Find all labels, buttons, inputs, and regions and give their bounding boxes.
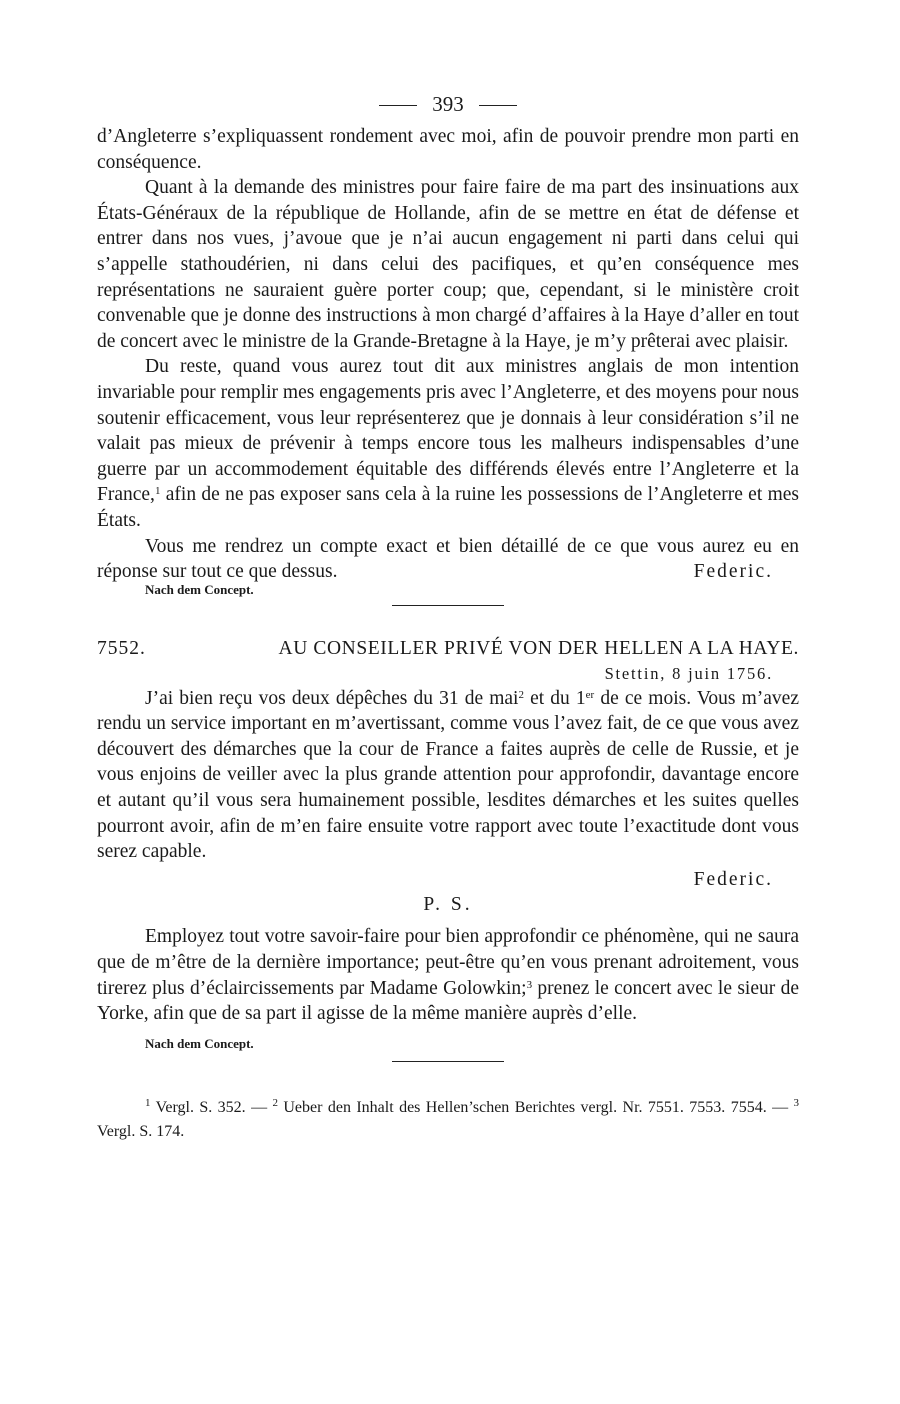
paragraph-holland: Quant à la demande des ministres pour faire faire de ma part des insinuations aux États-Généraux de la république de Hollande, afin de se mettre en état de défense et entrer dans nos vues, j’avoue que je n’ai aucun engagement ni parti dans celui qui s’appelle stathoudérien, ni dans celui des pacifiques, et qu’en conséquence mes représentations ne sauraient guère porter coup; que, cependant, si le ministère croit convenable que je donne des instructions à mon chargé d’affaires à la Haye d’aller en tout de concert avec le ministre de la Grande-Bretagne à la Haye, je m’y prêterai avec plaisir. <box>97 177 799 352</box>
superscript-er: er <box>585 688 595 701</box>
paragraph-text: afin de ne pas exposer sans cela à la ruine les possessions de l’Angleterre et mes États. <box>97 484 799 531</box>
paragraph-du-reste <box>97 354 799 533</box>
footnote-text: Vergl. S. 174. <box>97 1122 185 1140</box>
letter-title: AU CONSEILLER PRIVÉ VON DER HELLEN A LA HAYE. <box>278 637 799 659</box>
paragraph-text: Du reste, quand vous aurez tout dit aux ministres anglais de mon intention invariable pour remplir mes engagements pris avec l’Angleterre, et des moyens pour nous soutenir efficacement, vous leur représenterez que je donnais à leur considération s’il ne valait pas mieux de prévenir à temps encore tous les malheurs indispensables d’une guerre par un accommodement équitable des différends élevés entre l’Angleterre et la France, <box>97 356 799 506</box>
footnote-ref: 3 <box>526 978 533 991</box>
footnote-mark: 1 <box>145 1096 151 1109</box>
page-header <box>97 84 799 124</box>
source-note: Nach dem Concept. <box>145 1035 254 1051</box>
section-rule <box>392 605 504 606</box>
header-dash-right <box>479 105 517 106</box>
paragraph-text: J’ai bien reçu vos deux dépêches du 31 de mai <box>145 687 519 709</box>
letter-body <box>97 686 799 865</box>
paragraph-compte-rendu: Vous me rendrez un compte exact et bien détaillé de ce que vous aurez eu en réponse sur tout ce que dessus. <box>97 535 799 583</box>
footnote-text: Vergl. S. 352. — <box>150 1098 273 1116</box>
paragraph-text: de ce mois. Vous m’avez rendu un service important en m’avertissant, comme vous l’avez fait, de ce que vous avez découvert des démarches que la cour de France a faites auprès de celle de Russie, et je vous enjoins de veiller avec la plus grande attention pour approfondir, davantage encore et autant qu’il vous sera humainement possible, lesdites démarches et les suites quelles pourront avoir, afin de m’en faire ensuite votre rapport avec toute l’exactitude dont vous serez capable. <box>97 687 799 863</box>
header-dash-left <box>379 105 417 106</box>
signature: Federic. <box>693 560 773 582</box>
footnote-text: Ueber den Inhalt des Hellen’schen Berichtes vergl. Nr. 7551. 7553. 7554. — <box>277 1098 794 1116</box>
paragraph-text: prenez le concert avec le sieur de Yorke, afin que de sa part il agisse de la même manière auprès d’elle. <box>97 977 799 1025</box>
signature: Federic. <box>693 868 773 890</box>
postscript-label: P. S. <box>423 894 473 916</box>
source-note: Nach dem Concept. <box>145 581 254 597</box>
footnotes <box>97 1096 799 1144</box>
footnote-ref: 2 <box>518 688 524 701</box>
dateline: Stettin, 8 juin 1756. <box>604 663 773 683</box>
section-rule <box>392 1061 504 1062</box>
letter-heading <box>97 636 799 662</box>
paragraph-text: Employez tout votre savoir-faire pour bien approfondir ce phénomène, qui ne saura que de m’être de la dernière importance; peut-être qu’en vous prenant adroitement, vous tirerez plus d’éclaircissements par Madame Golowkin; <box>97 926 799 999</box>
footnote-ref: 1 <box>154 485 161 498</box>
book-page <box>97 84 799 1144</box>
paragraph-text: et du 1 <box>523 687 586 709</box>
page-number: 393 <box>432 91 464 116</box>
letter-number: 7552. <box>97 637 146 659</box>
footnote-mark: 2 <box>272 1096 278 1109</box>
postscript-body <box>97 924 799 1026</box>
paragraph-continuation: d’Angleterre s’expliquassent rondement avec moi, afin de pouvoir prendre mon parti en conséquence. <box>97 126 799 173</box>
footnote-mark: 3 <box>793 1096 799 1109</box>
